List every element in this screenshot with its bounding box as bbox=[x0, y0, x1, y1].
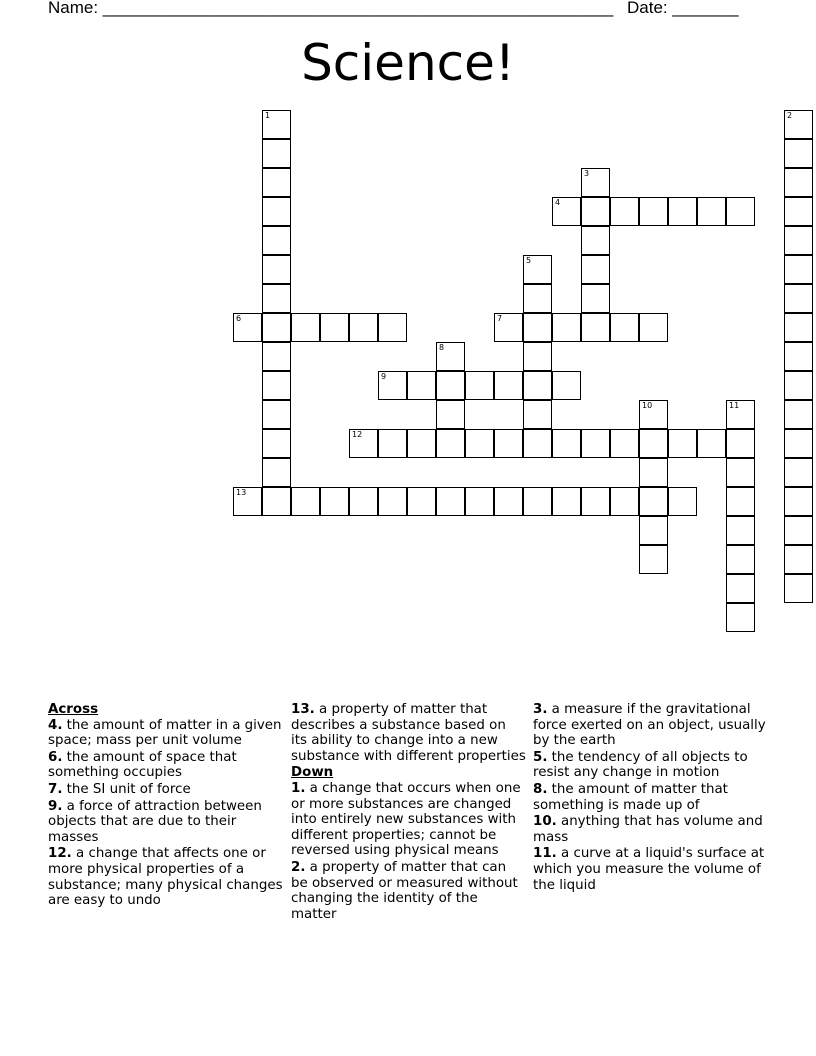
grid-cell[interactable] bbox=[668, 487, 697, 516]
grid-cell[interactable] bbox=[581, 197, 610, 226]
clues-column-2 bbox=[291, 702, 526, 923]
grid-cell[interactable] bbox=[581, 429, 610, 458]
grid-cell[interactable] bbox=[262, 429, 291, 458]
grid-cell[interactable] bbox=[262, 458, 291, 487]
grid-cell[interactable] bbox=[349, 313, 378, 342]
grid-cell[interactable] bbox=[697, 197, 726, 226]
grid-cell[interactable] bbox=[552, 371, 581, 400]
grid-cell[interactable] bbox=[320, 487, 349, 516]
grid-cell[interactable] bbox=[436, 400, 465, 429]
grid-cell[interactable] bbox=[610, 429, 639, 458]
grid-cell[interactable] bbox=[465, 429, 494, 458]
grid-cell[interactable] bbox=[465, 371, 494, 400]
grid-cell[interactable] bbox=[552, 313, 581, 342]
grid-cell[interactable] bbox=[262, 110, 291, 139]
grid-cell[interactable] bbox=[291, 487, 320, 516]
grid-cell[interactable] bbox=[262, 284, 291, 313]
grid-cell[interactable] bbox=[494, 429, 523, 458]
grid-cell[interactable] bbox=[639, 313, 668, 342]
grid-cell[interactable] bbox=[784, 226, 813, 255]
grid-cell[interactable] bbox=[262, 487, 291, 516]
grid-cell[interactable] bbox=[726, 574, 755, 603]
grid-cell[interactable] bbox=[726, 429, 755, 458]
cell-number: 7 bbox=[497, 314, 503, 323]
grid-cell[interactable] bbox=[523, 284, 552, 313]
grid-cell[interactable] bbox=[784, 429, 813, 458]
grid-cell[interactable] bbox=[262, 226, 291, 255]
cell-number: 8 bbox=[439, 343, 445, 352]
clue bbox=[291, 781, 526, 859]
clue-text: a change that occurs when one or more substances are changed into entirely new substances with different properties; cannot be reversed using physical means bbox=[291, 780, 521, 859]
grid-cell[interactable] bbox=[639, 545, 668, 574]
clues-column-3 bbox=[533, 702, 768, 894]
clue-number: 12. bbox=[48, 846, 72, 862]
grid-cell[interactable] bbox=[784, 168, 813, 197]
grid-cell[interactable] bbox=[581, 487, 610, 516]
grid-cell[interactable] bbox=[436, 429, 465, 458]
grid-cell[interactable] bbox=[784, 458, 813, 487]
grid-cell[interactable] bbox=[378, 313, 407, 342]
grid-cell[interactable] bbox=[726, 487, 755, 516]
grid-cell[interactable] bbox=[610, 313, 639, 342]
grid-cell[interactable] bbox=[262, 255, 291, 284]
clue bbox=[48, 718, 283, 749]
down-clue-list-continued bbox=[533, 702, 768, 893]
clue bbox=[48, 750, 283, 781]
grid-cell[interactable] bbox=[668, 197, 697, 226]
grid-cell[interactable] bbox=[639, 458, 668, 487]
grid-cell[interactable] bbox=[784, 516, 813, 545]
clue-text: a curve at a liquid's surface at which you measure the volume of the liquid bbox=[533, 846, 765, 893]
grid-cell[interactable] bbox=[233, 313, 262, 342]
grid-cell[interactable] bbox=[262, 313, 291, 342]
grid-cell[interactable] bbox=[552, 429, 581, 458]
cell-number: 9 bbox=[381, 372, 387, 381]
grid-cell[interactable] bbox=[378, 371, 407, 400]
clue-number: 5. bbox=[533, 749, 548, 765]
grid-cell[interactable] bbox=[233, 487, 262, 516]
grid-cell[interactable] bbox=[784, 545, 813, 574]
grid-cell[interactable] bbox=[639, 429, 668, 458]
clue bbox=[533, 782, 768, 813]
clue-text: the amount of space that something occupies bbox=[48, 749, 237, 781]
grid-cell[interactable] bbox=[726, 458, 755, 487]
clue-number: 9. bbox=[48, 798, 63, 814]
grid-cell[interactable] bbox=[784, 197, 813, 226]
name-field[interactable]: Name: ______________________________________________________ bbox=[48, 0, 614, 17]
grid-cell[interactable] bbox=[668, 429, 697, 458]
grid-cell[interactable] bbox=[378, 429, 407, 458]
cell-number: 2 bbox=[787, 111, 793, 120]
grid-cell[interactable] bbox=[523, 429, 552, 458]
grid-cell[interactable] bbox=[320, 313, 349, 342]
cell-number: 11 bbox=[729, 401, 740, 410]
clue-text: the tendency of all objects to resist any change in motion bbox=[533, 749, 748, 781]
grid-cell[interactable] bbox=[639, 400, 668, 429]
grid-cell[interactable] bbox=[523, 371, 552, 400]
grid-cell[interactable] bbox=[726, 545, 755, 574]
clue-number: 1. bbox=[291, 780, 306, 796]
grid-cell[interactable] bbox=[552, 487, 581, 516]
grid-cell[interactable] bbox=[436, 371, 465, 400]
grid-cell[interactable] bbox=[581, 168, 610, 197]
grid-cell[interactable] bbox=[436, 342, 465, 371]
clue-text: the amount of matter that something is made up of bbox=[533, 781, 728, 813]
grid-cell[interactable] bbox=[378, 487, 407, 516]
clue bbox=[48, 799, 283, 846]
down-clue-list bbox=[291, 781, 526, 922]
grid-cell[interactable] bbox=[784, 284, 813, 313]
grid-cell[interactable] bbox=[697, 429, 726, 458]
grid-cell[interactable] bbox=[726, 197, 755, 226]
grid-cell[interactable] bbox=[523, 313, 552, 342]
grid-cell[interactable] bbox=[784, 139, 813, 168]
clue-number: 13. bbox=[291, 702, 315, 717]
grid-cell[interactable] bbox=[262, 197, 291, 226]
grid-cell[interactable] bbox=[407, 371, 436, 400]
clue-number: 7. bbox=[48, 781, 63, 797]
clue-number: 11. bbox=[533, 846, 557, 862]
grid-cell[interactable] bbox=[262, 371, 291, 400]
grid-cell[interactable] bbox=[349, 429, 378, 458]
grid-cell[interactable] bbox=[610, 487, 639, 516]
clue-text: a change that affects one or more physical properties of a substance; many physical changes are easy to undo bbox=[48, 846, 283, 909]
grid-cell[interactable] bbox=[523, 400, 552, 429]
cell-number: 3 bbox=[584, 169, 590, 178]
grid-cell[interactable] bbox=[262, 168, 291, 197]
grid-cell[interactable] bbox=[349, 487, 378, 516]
grid-cell[interactable] bbox=[726, 516, 755, 545]
grid-cell[interactable] bbox=[784, 371, 813, 400]
clue bbox=[48, 782, 283, 798]
grid-cell[interactable] bbox=[726, 400, 755, 429]
grid-cell[interactable] bbox=[494, 313, 523, 342]
grid-cell[interactable] bbox=[610, 197, 639, 226]
across-heading: Across bbox=[48, 702, 99, 717]
across-clue-list bbox=[48, 718, 283, 909]
grid-cell[interactable] bbox=[784, 313, 813, 342]
grid-cell[interactable] bbox=[465, 487, 494, 516]
date-field[interactable]: Date: _______ bbox=[627, 0, 739, 17]
clue-number: 10. bbox=[533, 814, 557, 830]
grid-cell[interactable] bbox=[581, 284, 610, 313]
clue-text: a property of matter that describes a substance based on its ability to change into a new substance with different properties bbox=[291, 702, 526, 764]
clue-text: the SI unit of force bbox=[62, 781, 191, 797]
grid-cell[interactable] bbox=[581, 313, 610, 342]
grid-cell[interactable] bbox=[581, 226, 610, 255]
down-heading: Down bbox=[291, 765, 334, 781]
clues-column-1 bbox=[48, 702, 283, 910]
clue-text: a property of matter that can be observed or measured without changing the identity of the matter bbox=[291, 859, 518, 922]
grid-cell[interactable] bbox=[726, 603, 755, 632]
grid-cell[interactable] bbox=[262, 139, 291, 168]
clue-number: 3. bbox=[533, 702, 548, 717]
cell-number: 4 bbox=[555, 198, 561, 207]
clue-number: 2. bbox=[291, 859, 306, 875]
clue bbox=[291, 702, 526, 764]
cell-number: 10 bbox=[642, 401, 653, 410]
clue-text: the amount of matter in a given space; mass per unit volume bbox=[48, 717, 282, 749]
grid-cell[interactable] bbox=[407, 487, 436, 516]
grid-cell[interactable] bbox=[784, 110, 813, 139]
grid-cell[interactable] bbox=[262, 342, 291, 371]
grid-cell[interactable] bbox=[552, 197, 581, 226]
clue-number: 8. bbox=[533, 781, 548, 797]
grid-cell[interactable] bbox=[639, 516, 668, 545]
clue bbox=[533, 702, 768, 749]
grid-cell[interactable] bbox=[639, 487, 668, 516]
clue bbox=[533, 750, 768, 781]
grid-cell[interactable] bbox=[436, 487, 465, 516]
grid-cell[interactable] bbox=[523, 487, 552, 516]
grid-cell[interactable] bbox=[523, 342, 552, 371]
clue bbox=[48, 846, 283, 908]
cell-number: 1 bbox=[265, 111, 271, 120]
clue-text: anything that has volume and mass bbox=[533, 814, 763, 845]
grid-cell[interactable] bbox=[494, 487, 523, 516]
grid-cell[interactable] bbox=[784, 342, 813, 371]
grid-cell[interactable] bbox=[291, 313, 320, 342]
grid-cell[interactable] bbox=[639, 197, 668, 226]
clue bbox=[291, 860, 526, 922]
grid-cell[interactable] bbox=[407, 429, 436, 458]
cell-number: 13 bbox=[236, 488, 247, 497]
grid-cell[interactable] bbox=[523, 255, 552, 284]
clue bbox=[533, 846, 768, 893]
grid-cell[interactable] bbox=[784, 400, 813, 429]
cell-number: 5 bbox=[526, 256, 532, 265]
grid-cell[interactable] bbox=[262, 400, 291, 429]
clue-number: 4. bbox=[48, 717, 63, 733]
grid-cell[interactable] bbox=[494, 371, 523, 400]
across-clue-list-continued bbox=[291, 702, 526, 764]
clue-number: 6. bbox=[48, 749, 63, 765]
grid-cell[interactable] bbox=[784, 487, 813, 516]
page-title: Science! bbox=[301, 34, 515, 92]
clue-text: a force of attraction between objects that are due to their masses bbox=[48, 798, 262, 845]
grid-cell[interactable] bbox=[784, 255, 813, 284]
cell-number: 12 bbox=[352, 430, 363, 439]
clue bbox=[533, 814, 768, 845]
grid-cell[interactable] bbox=[784, 574, 813, 603]
grid-cell[interactable] bbox=[581, 255, 610, 284]
clue-text: a measure if the gravitational force exerted on an object, usually by the earth bbox=[533, 702, 766, 749]
cell-number: 6 bbox=[236, 314, 242, 323]
